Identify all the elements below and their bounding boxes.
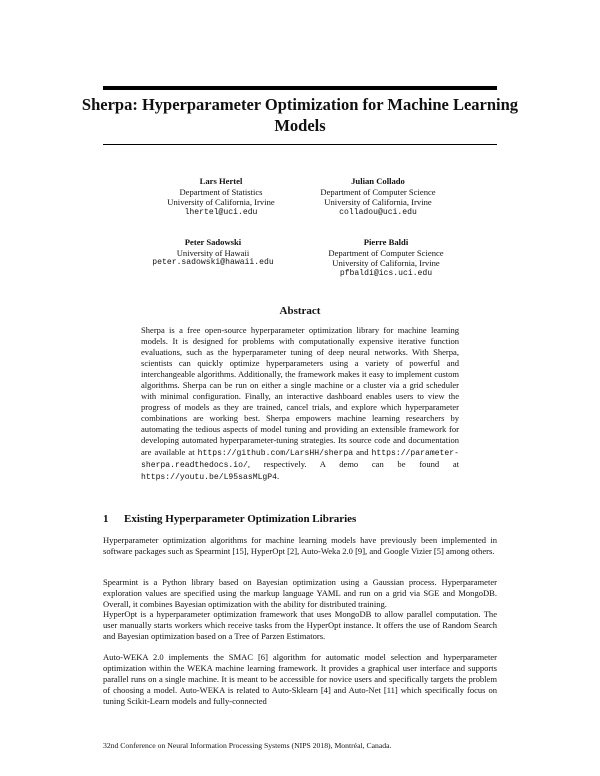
body-paragraph: Hyperparameter optimization algorithms for machine learning models have previously been implemented in software packages such as Spearmint [15], HyperOpt [2], Auto-Weka 2.0 [9], and Google Vizier [5] among others. xyxy=(103,535,497,557)
body-paragraph: Spearmint is a Python library based on Bayesian optimization using a Gaussian process. Hyperparameter exploration values are specified using the markup language YAML and run on a grid via SGE and MongoDB. Overall, it combines Bayesian optimization with the ability for distributed training. xyxy=(103,577,497,610)
section-heading xyxy=(103,513,356,525)
body-paragraph: Auto-WEKA 2.0 implements the SMAC [6] algorithm for automatic model selection and hyperparameter optimization within the WEKA machine learning framework. It provides a graphical user interface and supports parallel runs on a single machine. It is meant to be accessible for novice users and specifically targets the problem of choosing a model. Auto-WEKA is related to Auto-Sklearn [4] and Auto-Net [11] which specifically focus on tuning Scikit-Learn models and fully-connected xyxy=(103,652,497,707)
body-paragraph: HyperOpt is a hyperparameter optimization framework that uses MongoDB to allow parallel computation. The user manually starts workers which receive tasks from the HyperOpt instance. It offers the use of Random Search and Bayesian optimization based on a Tree of Parzen Estimators. xyxy=(103,609,497,642)
author-affiliation: University of California, Irvine xyxy=(332,258,440,269)
author-email[interactable]: lhertel@uci.edu xyxy=(184,207,258,217)
author-name: Pierre Baldi xyxy=(363,237,409,247)
section-title: Existing Hyperparameter Optimization Libraries xyxy=(124,513,357,525)
author-email[interactable]: peter.sadowski@hawaii.edu xyxy=(152,258,274,268)
author-block xyxy=(278,176,478,218)
section-number: 1 xyxy=(103,513,109,525)
author-affiliation: Department of Statistics xyxy=(179,186,263,197)
paper-title: Sherpa: Hyperparameter Optimization for Machine Learning Models xyxy=(81,95,519,135)
author-block xyxy=(113,237,313,269)
author-name: Lars Hertel xyxy=(199,176,243,186)
author-email[interactable]: pfbaldi@ics.uci.edu xyxy=(339,268,433,278)
author-block xyxy=(286,237,486,279)
abstract-text: , respectively. A demo can be found at xyxy=(247,458,459,469)
author-affiliation: University of Hawaii xyxy=(176,247,250,258)
conference-footnote: 32nd Conference on Neural Information Processing Systems (NIPS 2018), Montréal, Canada. xyxy=(103,741,392,750)
docs-link[interactable]: https://parameter-sherpa.readthedocs.io/ xyxy=(141,448,459,470)
author-affiliation: University of California, Irvine xyxy=(324,197,432,208)
author-name: Peter Sadowski xyxy=(184,237,242,247)
title-top-rule xyxy=(103,86,497,90)
demo-link[interactable]: https://youtu.be/L95sasMLgP4 xyxy=(141,472,277,482)
abstract-text: . xyxy=(277,470,280,481)
abstract-text: and xyxy=(353,446,372,457)
abstract-body xyxy=(141,325,459,483)
author-affiliation: Department of Computer Science xyxy=(328,247,444,258)
abstract-heading: Abstract xyxy=(279,305,321,317)
author-email[interactable]: colladou@uci.edu xyxy=(339,207,417,217)
github-link[interactable]: https://github.com/LarsHH/sherpa xyxy=(197,448,354,458)
author-affiliation: Department of Computer Science xyxy=(320,186,436,197)
abstract-text: Sherpa is a free open-source hyperparameter optimization library for machine learning models. It is designed for problems with computationally expensive iterative function evaluations, such as the hyperparameter tuning of deep neural networks. With Sherpa, scientists can quickly optimize hyperparameters using a variety of powerful and interchangeable algorithms. Additionally, the framework makes it easy to implement custom algorithms. Sherpa can be run on either a single machine or a cluster via a grid scheduler with minimal configuration. Finally, an interactive dashboard enables users to view the progress of models as they are trained, cancel trials, and explore which hyperparameter combinations are working best. Sherpa empowers machine learning researchers by automating the tedious aspects of model tuning and providing an extensible framework for developing automated hyperparameter-tuning strategies. Its source code and documentation are available at xyxy=(141,325,459,457)
author-name: Julian Collado xyxy=(351,176,405,186)
author-affiliation: University of California, Irvine xyxy=(167,197,275,208)
title-bottom-rule xyxy=(103,144,497,145)
